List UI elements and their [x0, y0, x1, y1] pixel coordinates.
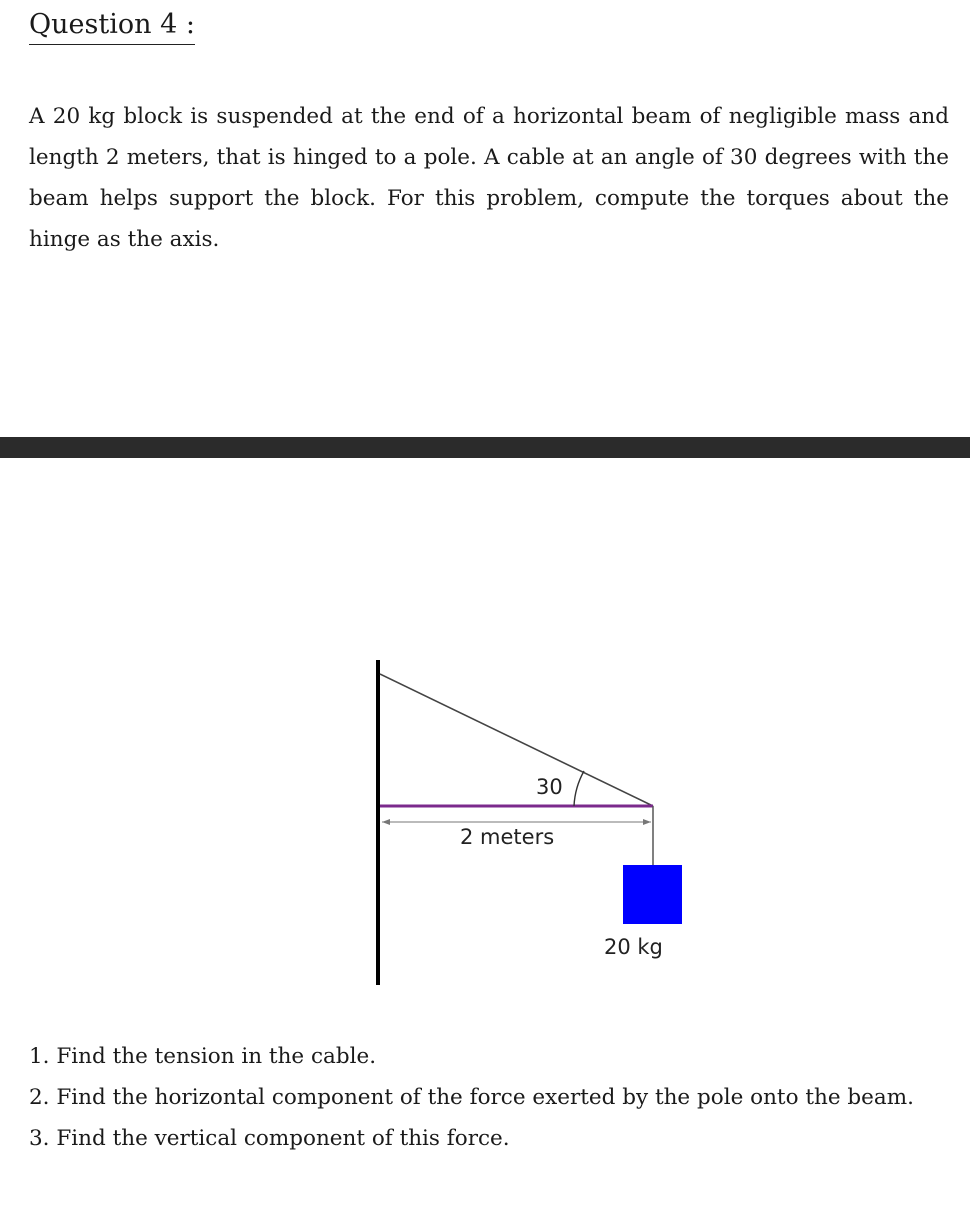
beam-diagram — [0, 640, 970, 1000]
angle-arc — [574, 771, 584, 806]
section-divider — [0, 437, 970, 458]
diagram — [0, 640, 970, 1000]
mass-label: 20 kg — [604, 935, 663, 959]
block — [623, 865, 682, 924]
length-label: 2 meters — [460, 825, 555, 849]
question-item-1: 1. Find the tension in the cable. — [29, 1044, 377, 1069]
cable — [380, 674, 653, 806]
problem-statement: A 20 kg block is suspended at the end of a horizontal beam of negligible mass and length 2 meters, that is hinged to a pole. A cable at an angle of 30 degrees with the beam helps support the block. For this problem, compute the torques about the hinge as the axis. — [29, 104, 949, 252]
angle-label: 30 — [536, 775, 563, 799]
question-list — [29, 1036, 949, 1159]
question-item-2: 2. Find the horizontal component of the force exerted by the pole onto the beam. — [29, 1085, 914, 1110]
dimension-arrow-left — [382, 819, 390, 825]
question-item-3: 3. Find the vertical component of this force. — [29, 1126, 510, 1151]
dimension-arrow-right — [643, 819, 651, 825]
question-title: Question 4 : — [29, 8, 195, 45]
